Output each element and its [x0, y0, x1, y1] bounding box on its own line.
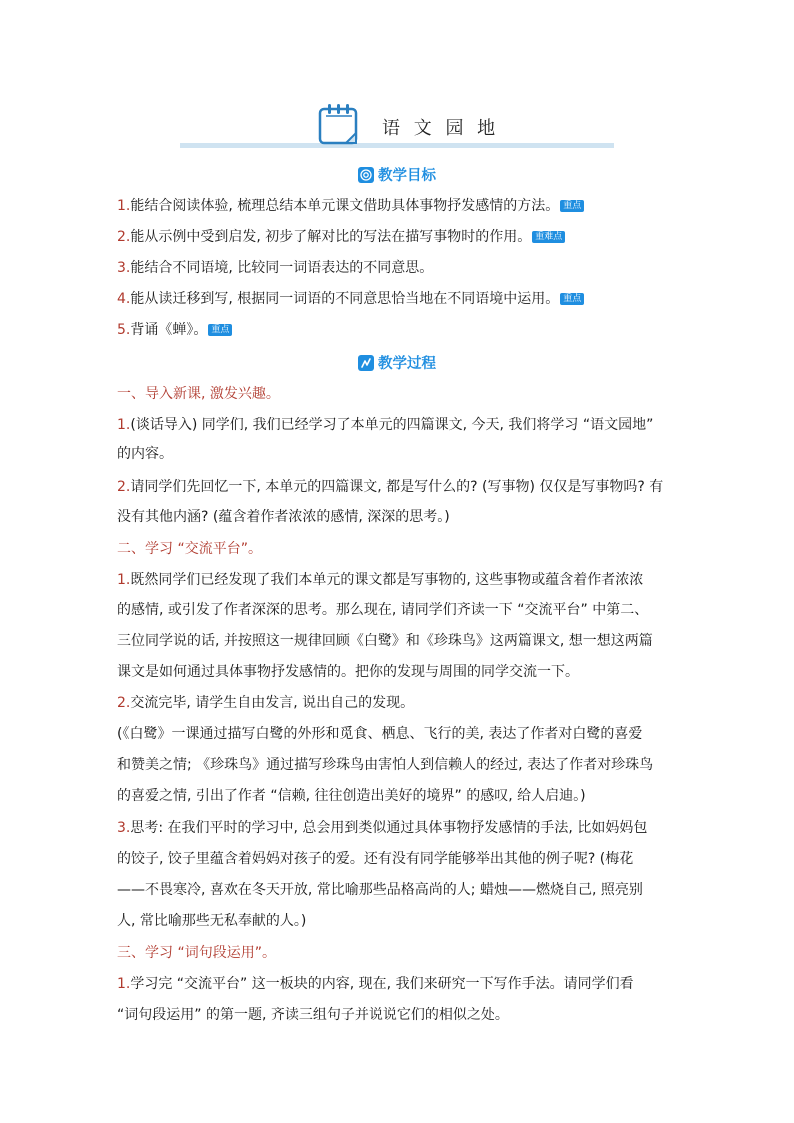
paragraph-line: 的喜爱之情, 引出了作者 “信赖, 往往创造出美好的境界” 的感叹, 给人启迪。): [117, 788, 586, 804]
paragraph-line: 的饺子, 饺子里蕴含着妈妈对孩子的爱。还有没有同学能够举出其他的例子呢? (梅花: [117, 851, 634, 867]
process-heading-text: 教学过程: [378, 356, 436, 372]
key-point-badge: 重点: [560, 200, 584, 212]
objective-item: 3.能结合不同语境, 比较同一词语表达的不同意思。: [117, 260, 434, 276]
part-2-title: 二、学习 “交流平台”。: [117, 541, 262, 557]
process-icon: [358, 355, 374, 371]
paragraph-line: 2.请同学们先回忆一下, 本单元的四篇课文, 都是写什么的? (写事物) 仅仅是写事物吗? 有: [117, 479, 664, 495]
paragraph-line: 1.既然同学们已经发现了我们本单元的课文都是写事物的, 这些事物或蕴含着作者浓浓: [117, 572, 644, 588]
paragraph-line: 的感情, 或引发了作者深深的思考。那么现在, 请同学们齐读一下 “交流平台” 中第二、: [117, 602, 649, 618]
calendar-icon: [316, 102, 362, 146]
paragraph-line: 2.交流完毕, 请学生自由发言, 说出自己的发现。: [117, 695, 415, 711]
paragraph-line: 3.思考: 在我们平时的学习中, 总会用到类似通过具体事物抒发感情的手法, 比如妈妈包: [117, 820, 648, 836]
target-icon: [358, 167, 374, 183]
objective-item: 5.背诵《蝉》。 重点: [117, 319, 232, 341]
objectives-heading: [0, 164, 794, 186]
paragraph-line: 1.(谈话导入) 同学们, 我们已经学习了本单元的四篇课文, 今天, 我们将学习 “语文园地”: [117, 417, 654, 433]
paragraph-line: 1.学习完 “交流平台” 这一板块的内容, 现在, 我们来研究一下写作手法。请同学们看: [117, 976, 634, 992]
part-3-title: 三、学习 “词句段运用”。: [117, 945, 276, 961]
key-difficulty-badge: 重难点: [532, 231, 565, 243]
paragraph-line: (《白鹭》一课通过描写白鹭的外形和觅食、栖息、飞行的美, 表达了作者对白鹭的喜爱: [117, 726, 643, 742]
paragraph-line: 课文是如何通过具体事物抒发感情的。把你的发现与周围的同学交流一下。: [117, 664, 579, 680]
page-header: [180, 100, 614, 152]
objective-item: 2.能从示例中受到启发, 初步了解对比的写法在描写事物时的作用。 重难点: [117, 226, 565, 248]
process-heading: [0, 352, 794, 374]
paragraph-line: 和赞美之情; 《珍珠鸟》通过描写珍珠鸟由害怕人到信赖人的经过, 表达了作者对珍珠鸟: [117, 757, 654, 773]
page-title: 语 文 园 地: [382, 118, 500, 139]
part-1-title: 一、导入新课, 激发兴趣。: [117, 386, 280, 402]
header-underline: [180, 143, 614, 148]
paragraph-line: ——不畏寒冷, 喜欢在冬天开放, 常比喻那些品格高尚的人; 蜡烛——燃烧自己, 照亮别: [117, 882, 643, 898]
paragraph-line: 人, 常比喻那些无私奉献的人。): [117, 913, 307, 929]
paragraph-line: 没有其他内涵? (蕴含着作者浓浓的感情, 深深的思考。): [117, 509, 450, 525]
paragraph-line: 三位同学说的话, 并按照这一规律回顾《白鹭》和《珍珠鸟》这两篇课文, 想一想这两篇: [117, 633, 653, 649]
paragraph-line: 的内容。: [117, 446, 173, 462]
objective-item: 4.能从读迁移到写, 根据同一词语的不同意思恰当地在不同语境中运用。 重点: [117, 288, 584, 310]
objectives-heading-text: 教学目标: [378, 168, 436, 184]
paragraph-line: “词句段运用” 的第一题, 齐读三组句子并说说它们的相似之处。: [117, 1007, 509, 1023]
key-point-badge: 重点: [208, 324, 232, 336]
objective-item: 1.能结合阅读体验, 梳理总结本单元课文借助具体事物抒发感情的方法。 重点: [117, 195, 584, 217]
key-point-badge: 重点: [560, 293, 584, 305]
